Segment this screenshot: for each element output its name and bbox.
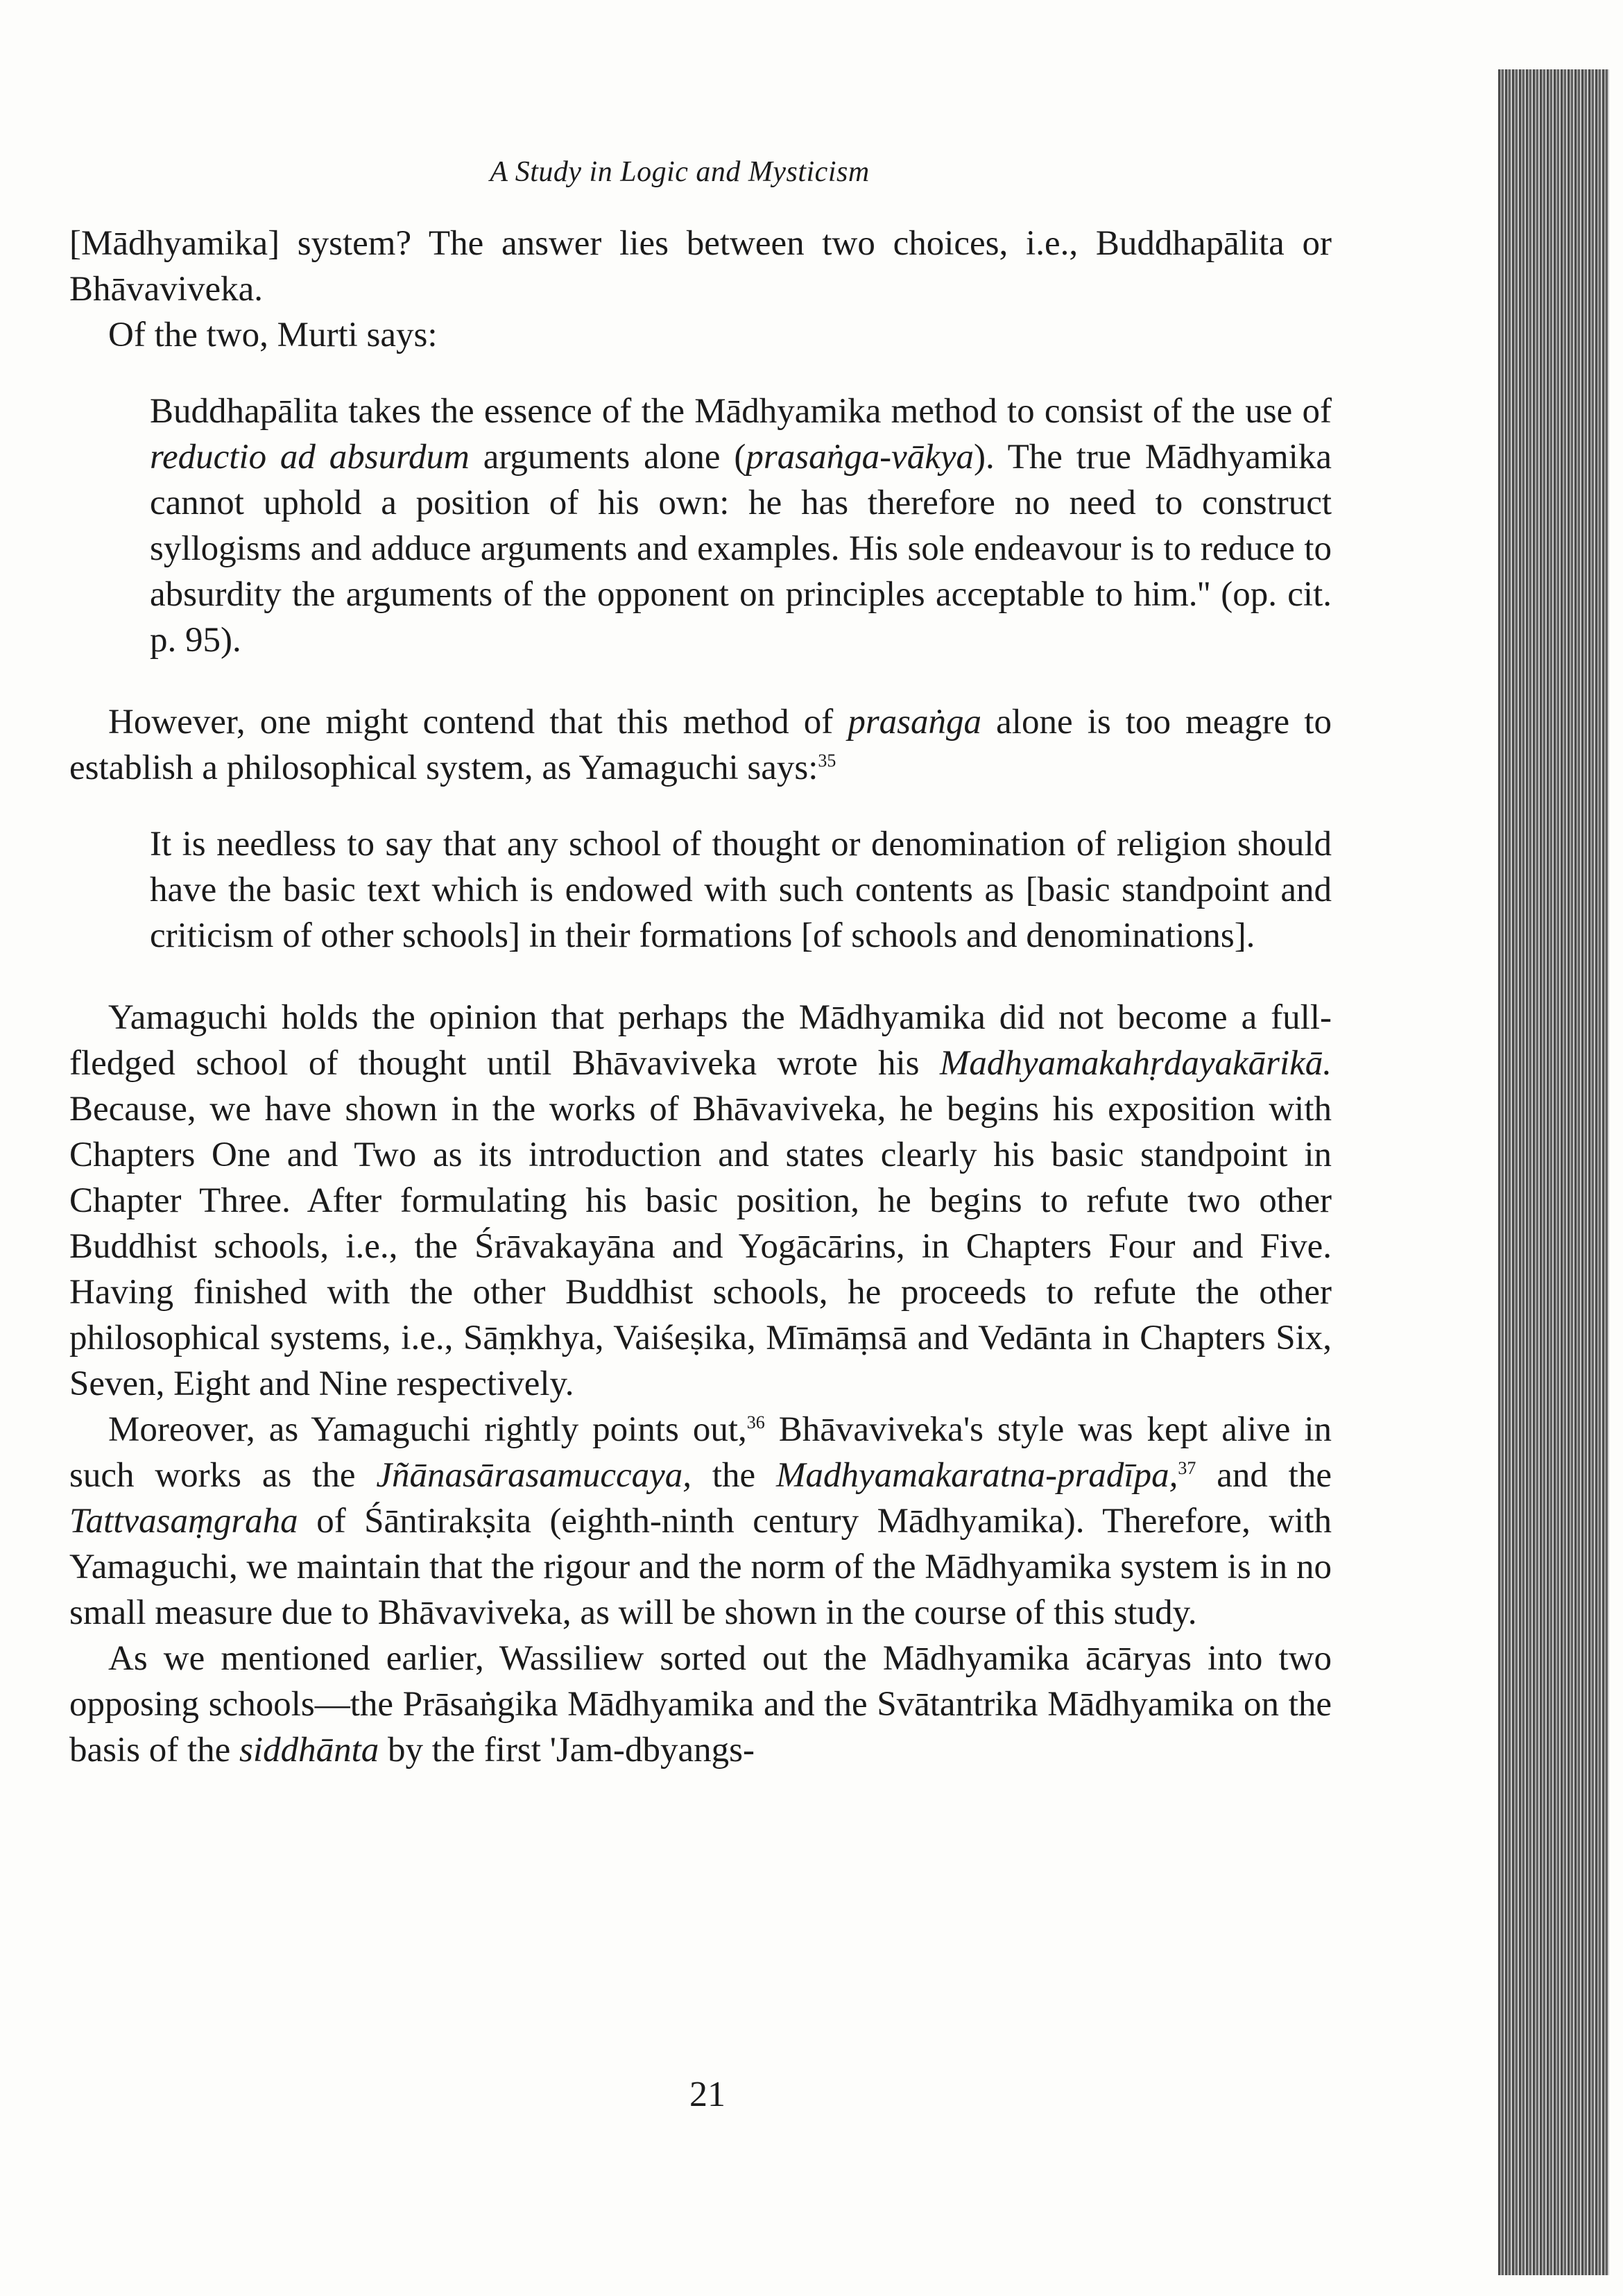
paragraph-text: However, one might contend that this method of — [108, 703, 848, 742]
paragraph-2: Of the two, Murti says: — [108, 316, 438, 354]
running-head: A Study in Logic and Mysticism — [490, 156, 870, 188]
paragraph-5 — [69, 1407, 1332, 1636]
italic-title: Madhyamakahṛdayakārikā. — [939, 1044, 1332, 1083]
paragraph-text: Moreover, as Yamaguchi rightly points out, — [108, 1410, 747, 1449]
footnote-marker: 36 — [746, 1412, 765, 1432]
paragraph-text: of Śāntirakṣita (eighth-ninth century Mādhyamika). Therefore, with Yamaguchi, we maintain that the rigour and the norm of the Mādhyamika system is in no small measure due to Bhāvaviveka, as will be shown in the course of this study. — [69, 1502, 1332, 1632]
paragraph-text: As we mentioned earlier, Wassiliew sorted out the Mādhyamika ācāryas into two opposing schools—the Prāsaṅgika Mādhyamika and the Svātantrika Mādhyamika on the basis of the — [69, 1639, 1332, 1770]
italic-title: Madhyamakaratna-pradīpa, — [776, 1456, 1178, 1495]
quote-text: arguments alone ( — [469, 438, 746, 477]
italic-title: Tattvasaṃgraha — [69, 1502, 298, 1541]
paragraph-text: by the first 'Jam-dbyangs- — [379, 1731, 755, 1770]
italic-term: prasaṅga — [848, 703, 982, 742]
paragraph-6 — [69, 1636, 1332, 1773]
quote-text: ). The true Mādhyamika cannot uphold a position of his own: he has therefore no need to construct syllogisms and adduce arguments and examples. His sole endeavour is to reduce to absurdity the arguments of the opponent on principles acceptable to him.'' (op. cit. p. 95). — [150, 438, 1332, 660]
paragraph-1: [Mādhyamika] system? The answer lies between two choices, i.e., Buddhapālita or Bhāvaviveka. — [69, 224, 1332, 309]
italic-title: Jñānasārasamuccaya, — [376, 1456, 692, 1495]
paragraph-3 — [69, 699, 1332, 791]
paragraph-text: Yamaguchi holds the opinion that perhaps the Mādhyamika did not become a full-fledged school of thought until Bhāvaviveka wrote his — [69, 998, 1332, 1083]
quote-italic-term: prasaṅga-vākya — [746, 438, 974, 477]
footnote-marker: 37 — [1178, 1458, 1196, 1478]
page-body — [69, 221, 1332, 1773]
book-page-edge — [1498, 69, 1609, 2275]
italic-term: siddhānta — [239, 1731, 379, 1770]
paragraph-text: alone is too meagre to establish a philosophical system, as Yamaguchi says: — [69, 703, 1332, 787]
paragraph-text: the — [692, 1456, 776, 1495]
paragraph-text: Bhāvaviveka's style was kept alive in such works as the — [69, 1410, 1332, 1495]
footnote-marker: 35 — [818, 751, 836, 771]
block-quote-yamaguchi: It is needless to say that any school of thought or denomination of religion should have the basic text which is endowed with such contents as [basic standpoint and criticism of other schools] in their formations [of schools and denominations]. — [150, 825, 1332, 955]
paragraph-text: and the — [1196, 1456, 1332, 1495]
block-quote-murti — [150, 388, 1332, 663]
quote-italic-term: reductio ad absurdum — [150, 438, 470, 477]
page-number: 21 — [689, 2075, 725, 2114]
quote-text: Buddhapālita takes the essence of the Mādhyamika method to consist of the use of — [150, 392, 1332, 431]
paragraph-4 — [69, 995, 1332, 1407]
paragraph-text: Because, we have shown in the works of Bhāvaviveka, he begins his exposition with Chapters One and Two as its introduction and states clearly his basic standpoint in Chapter Three. After formulating his basic position, he begins to refute two other Buddhist schools, i.e., the Śrāvakayāna and Yogācārins, in Chapters Four and Five. Having finished with the other Buddhist schools, he proceeds to refute the other philosophical systems, i.e., Sāṃkhya, Vaiśeṣika, Mīmāṃsā and Vedānta in Chapters Six, Seven, Eight and Nine respectively. — [69, 1090, 1332, 1403]
